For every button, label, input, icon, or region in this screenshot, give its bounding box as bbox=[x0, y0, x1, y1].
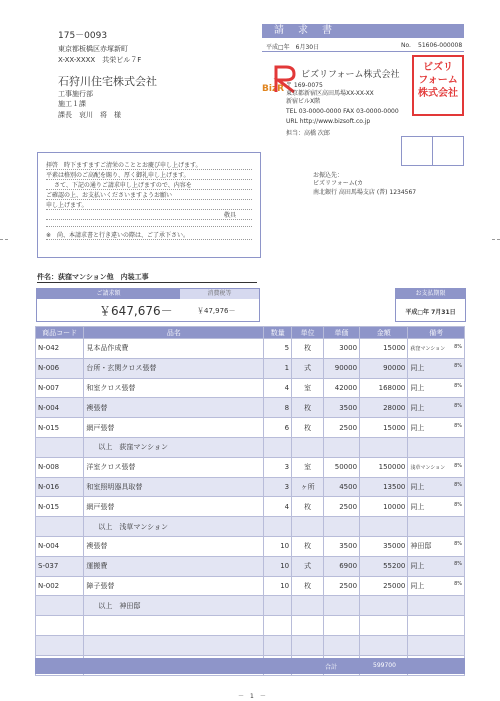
cell-code: N-007 bbox=[36, 378, 84, 398]
cell-note bbox=[408, 437, 465, 457]
cell-unit: 室 bbox=[292, 378, 324, 398]
cell-qty: 6 bbox=[264, 418, 292, 438]
cell-price: 3000 bbox=[324, 339, 360, 359]
cell-note-text: 同上 bbox=[410, 482, 425, 491]
cell-note bbox=[408, 378, 465, 398]
issuer-address2: 新宿ビルX階 bbox=[286, 98, 321, 105]
fold-mark-left bbox=[0, 239, 8, 240]
billed-label: ご請求額 bbox=[37, 289, 180, 299]
cell-tax-rate: 8% bbox=[454, 382, 462, 389]
cell-code bbox=[36, 596, 84, 616]
seal-line-2: フォーム bbox=[418, 75, 458, 86]
total-label: 合計 bbox=[325, 664, 338, 671]
billed-amount: ￥647,676－ bbox=[99, 304, 173, 318]
table-row bbox=[36, 339, 465, 359]
message-box bbox=[37, 152, 261, 258]
total-band bbox=[35, 658, 465, 674]
cell-note-text: 同上 bbox=[410, 364, 425, 373]
payee-bank: 南北銀行 高田馬場支店 (普) 1234567 bbox=[313, 189, 417, 196]
logo-text: BizR bbox=[262, 84, 285, 94]
message-note: ※ 尚、本請求書と行き違いの際は、ご了承下さい。 bbox=[46, 230, 252, 240]
issuer-postal: 〒 169-0075 bbox=[286, 82, 323, 89]
cell-qty: 5 bbox=[264, 339, 292, 359]
cell-price bbox=[324, 596, 360, 616]
cell-note-text: 同上 bbox=[410, 423, 425, 432]
header-price: 単価 bbox=[324, 327, 360, 339]
header-unit: 単位 bbox=[292, 327, 324, 339]
amount-box bbox=[36, 288, 260, 322]
due-date: 平成□年 7月31日 bbox=[405, 309, 456, 316]
cell-amount: 10000 bbox=[360, 497, 408, 517]
cell-code: S-037 bbox=[36, 556, 84, 576]
cell-name: 和室クロス張替 bbox=[84, 378, 264, 398]
cell-qty: 3 bbox=[264, 457, 292, 477]
cell-amount: 35000 bbox=[360, 536, 408, 556]
cell-note bbox=[408, 457, 465, 477]
cell-price: 42000 bbox=[324, 378, 360, 398]
table-row bbox=[36, 556, 465, 576]
items-table bbox=[35, 326, 465, 676]
cell-tax-rate: 8% bbox=[454, 422, 462, 429]
table-row bbox=[36, 517, 465, 537]
cell-note-text: 荻窪マンション bbox=[410, 346, 446, 353]
cell-price bbox=[324, 437, 360, 457]
recipient-address1: 東京都板橋区赤塚新町 bbox=[58, 45, 128, 53]
cell-unit bbox=[292, 616, 324, 636]
cell-unit: 枚 bbox=[292, 418, 324, 438]
table-row bbox=[36, 477, 465, 497]
cell-tax-rate: 8% bbox=[454, 344, 462, 351]
recipient-section: 施工１課 bbox=[58, 100, 86, 108]
payee-name: ビズリフォーム(カ bbox=[313, 180, 364, 187]
cell-qty bbox=[264, 616, 292, 636]
cell-tax-rate: 8% bbox=[454, 561, 462, 568]
cell-note bbox=[408, 418, 465, 438]
cell-name bbox=[84, 616, 264, 636]
cell-qty: 4 bbox=[264, 378, 292, 398]
cell-amount: 15000 bbox=[360, 339, 408, 359]
cell-name: 網戸張替 bbox=[84, 418, 264, 438]
total-amount: 599700 bbox=[373, 662, 396, 669]
cell-tax-rate: 8% bbox=[454, 402, 462, 409]
cell-amount: 168000 bbox=[360, 378, 408, 398]
cell-code: N-002 bbox=[36, 576, 84, 596]
cell-amount bbox=[360, 437, 408, 457]
cell-note bbox=[408, 635, 465, 655]
cell-code bbox=[36, 437, 84, 457]
cell-unit: 枚 bbox=[292, 576, 324, 596]
cell-name: 運搬費 bbox=[84, 556, 264, 576]
cell-tax-rate: 8% bbox=[454, 501, 462, 508]
cell-code: N-015 bbox=[36, 497, 84, 517]
cell-qty: 3 bbox=[264, 477, 292, 497]
seal-line-3: 株式会社 bbox=[418, 88, 458, 99]
cell-name: 見本品作成費 bbox=[84, 339, 264, 359]
cell-note-text: 同上 bbox=[410, 403, 425, 412]
message-line-3: さて、下記の通りご請求申し上げますので、内容を bbox=[46, 180, 252, 190]
cell-qty: 10 bbox=[264, 576, 292, 596]
cell-code bbox=[36, 616, 84, 636]
cell-price bbox=[324, 616, 360, 636]
recipient-address2: X-XX-XXXX 共栄ビル７F bbox=[58, 56, 142, 64]
issuer-contact: 担当：高橋 次郎 bbox=[286, 130, 330, 137]
header-amount: 金額 bbox=[360, 327, 408, 339]
cell-note-text: 同上 bbox=[410, 581, 425, 590]
tax-amount: ￥47,976－ bbox=[197, 307, 236, 315]
approval-box-1 bbox=[401, 136, 433, 166]
cell-tax-rate: 8% bbox=[454, 481, 462, 488]
cell-qty bbox=[264, 635, 292, 655]
cell-code: N-015 bbox=[36, 418, 84, 438]
cell-tax-rate: 8% bbox=[454, 463, 462, 470]
cell-code: N-006 bbox=[36, 358, 84, 378]
cell-code: N-016 bbox=[36, 477, 84, 497]
cell-amount: 28000 bbox=[360, 398, 408, 418]
cell-name: 洋室クロス張替 bbox=[84, 457, 264, 477]
cell-name: 以上 神田邸 bbox=[84, 596, 264, 616]
invoice-no-label: No. bbox=[401, 42, 411, 49]
cell-note-text: 同上 bbox=[410, 383, 425, 392]
cell-amount: 15000 bbox=[360, 418, 408, 438]
cell-price: 6900 bbox=[324, 556, 360, 576]
message-spacer bbox=[46, 220, 252, 227]
cell-note-text: 同上 bbox=[410, 502, 425, 511]
cell-tax-rate: 8% bbox=[454, 580, 462, 587]
cell-qty: 1 bbox=[264, 358, 292, 378]
cell-unit: 枚 bbox=[292, 497, 324, 517]
message-line-2: 平素は格別のご高配を賜り、厚く御礼申し上げます。 bbox=[46, 170, 252, 180]
cell-amount: 13500 bbox=[360, 477, 408, 497]
cell-unit: 式 bbox=[292, 358, 324, 378]
table-row bbox=[36, 536, 465, 556]
cell-name: 以上 荻窪マンション bbox=[84, 437, 264, 457]
table-row bbox=[36, 616, 465, 636]
cell-code: N-008 bbox=[36, 457, 84, 477]
cell-unit bbox=[292, 437, 324, 457]
header-code: 商品コード bbox=[36, 327, 84, 339]
cell-name: 障子張替 bbox=[84, 576, 264, 596]
cell-name: 和室照明器具取替 bbox=[84, 477, 264, 497]
cell-amount bbox=[360, 517, 408, 537]
cell-note bbox=[408, 616, 465, 636]
cell-qty bbox=[264, 517, 292, 537]
cell-note bbox=[408, 556, 465, 576]
header-qty: 数量 bbox=[264, 327, 292, 339]
cell-note bbox=[408, 358, 465, 378]
cell-qty: 10 bbox=[264, 556, 292, 576]
table-row bbox=[36, 378, 465, 398]
cell-price: 2500 bbox=[324, 576, 360, 596]
cell-note bbox=[408, 576, 465, 596]
message-line-1: 拝啓 時下ますますご清栄のこととお慶び申し上げます。 bbox=[46, 160, 252, 170]
due-box bbox=[395, 288, 466, 322]
cell-note-text: 同上 bbox=[410, 562, 425, 571]
table-row bbox=[36, 418, 465, 438]
cell-price: 4500 bbox=[324, 477, 360, 497]
cell-name: 襖張替 bbox=[84, 398, 264, 418]
issuer-url: URL http://www.bizsoft.co.jp bbox=[286, 118, 371, 125]
cell-price: 2500 bbox=[324, 418, 360, 438]
cell-note bbox=[408, 477, 465, 497]
table-row bbox=[36, 358, 465, 378]
cell-note-text: 神田邸 bbox=[410, 542, 432, 551]
tax-label: 消費税等 bbox=[180, 289, 259, 299]
issuer-address1: 東京都新宿区高田馬場XX-XX-XX bbox=[286, 90, 374, 97]
invoice-title-band bbox=[262, 24, 464, 38]
seal-line-1: ビズリ bbox=[423, 62, 453, 73]
cell-price: 2500 bbox=[324, 497, 360, 517]
table-row bbox=[36, 596, 465, 616]
approval-box-2 bbox=[432, 136, 464, 166]
cell-price: 3500 bbox=[324, 536, 360, 556]
payee-label: お振込先： bbox=[313, 172, 344, 179]
cell-unit: 枚 bbox=[292, 398, 324, 418]
cell-amount bbox=[360, 616, 408, 636]
cell-code: N-004 bbox=[36, 398, 84, 418]
cell-unit: 室 bbox=[292, 457, 324, 477]
table-row bbox=[36, 497, 465, 517]
cell-name: 以上 浅草マンション bbox=[84, 517, 264, 537]
cell-unit bbox=[292, 635, 324, 655]
cell-tax-rate: 8% bbox=[454, 363, 462, 370]
cell-note bbox=[408, 536, 465, 556]
cell-amount: 55200 bbox=[360, 556, 408, 576]
cell-price: 50000 bbox=[324, 457, 360, 477]
message-line-4: ご確認の上、お支払いくださいますようお願い bbox=[46, 190, 252, 200]
cell-amount bbox=[360, 635, 408, 655]
cell-note bbox=[408, 596, 465, 616]
table-row bbox=[36, 576, 465, 596]
table-row bbox=[36, 457, 465, 477]
fold-mark-right bbox=[492, 239, 500, 240]
issuer-tel-fax: TEL 03-0000-0000 FAX 03-0000-0000 bbox=[286, 108, 399, 115]
cell-name bbox=[84, 635, 264, 655]
cell-amount: 90000 bbox=[360, 358, 408, 378]
cell-qty bbox=[264, 437, 292, 457]
cell-unit: 式 bbox=[292, 556, 324, 576]
invoice-date: 平成□年 6月30日 bbox=[266, 44, 320, 51]
company-seal bbox=[412, 55, 464, 116]
cell-qty: 10 bbox=[264, 536, 292, 556]
cell-unit: ヶ所 bbox=[292, 477, 324, 497]
cell-note-text: 浅草マンション bbox=[410, 465, 446, 472]
recipient-company: 石狩川住宅株式会社 bbox=[58, 75, 157, 88]
cell-note bbox=[408, 398, 465, 418]
recipient-dept: 工事施行部 bbox=[58, 90, 93, 98]
header-note: 備考 bbox=[408, 327, 465, 339]
cell-code: N-042 bbox=[36, 339, 84, 359]
cell-amount: 25000 bbox=[360, 576, 408, 596]
cell-code bbox=[36, 635, 84, 655]
cell-note bbox=[408, 339, 465, 359]
cell-name: 網戸張替 bbox=[84, 497, 264, 517]
cell-price: 90000 bbox=[324, 358, 360, 378]
cell-amount: 150000 bbox=[360, 457, 408, 477]
cell-name: 襖張替 bbox=[84, 536, 264, 556]
cell-unit bbox=[292, 596, 324, 616]
cell-tax-rate: 8% bbox=[454, 541, 462, 548]
recipient-postal: 175－0093 bbox=[58, 31, 108, 41]
invoice-header-rule bbox=[262, 51, 464, 52]
message-closing: 敬具 bbox=[46, 210, 252, 220]
cell-unit: 枚 bbox=[292, 536, 324, 556]
invoice-no: 51606-000008 bbox=[418, 42, 463, 49]
cell-qty: 4 bbox=[264, 497, 292, 517]
due-label: お支払期限 bbox=[396, 289, 465, 299]
table-row bbox=[36, 635, 465, 655]
cell-unit: 枚 bbox=[292, 339, 324, 359]
cell-price bbox=[324, 517, 360, 537]
cell-code bbox=[36, 517, 84, 537]
cell-price bbox=[324, 635, 360, 655]
recipient-person: 課長 哀川 将 様 bbox=[58, 111, 121, 119]
cell-code: N-004 bbox=[36, 536, 84, 556]
cell-unit bbox=[292, 517, 324, 537]
cell-qty: 8 bbox=[264, 398, 292, 418]
table-row bbox=[36, 437, 465, 457]
header-name: 品名 bbox=[84, 327, 264, 339]
page-number: － 1 － bbox=[238, 693, 266, 700]
cell-note bbox=[408, 517, 465, 537]
cell-amount bbox=[360, 596, 408, 616]
table-row bbox=[36, 398, 465, 418]
cell-note bbox=[408, 497, 465, 517]
cell-price: 3500 bbox=[324, 398, 360, 418]
cell-name: 台所・玄関クロス張替 bbox=[84, 358, 264, 378]
message-line-5: 申し上げます。 bbox=[46, 200, 252, 210]
subject-label: 件名：荻窪マンション他 内装工事 bbox=[37, 272, 257, 283]
table-header-row bbox=[36, 327, 465, 339]
issuer-company: ビズリフォーム株式会社 bbox=[301, 70, 400, 80]
cell-qty bbox=[264, 596, 292, 616]
invoice-title: 請 求 書 bbox=[274, 25, 334, 36]
